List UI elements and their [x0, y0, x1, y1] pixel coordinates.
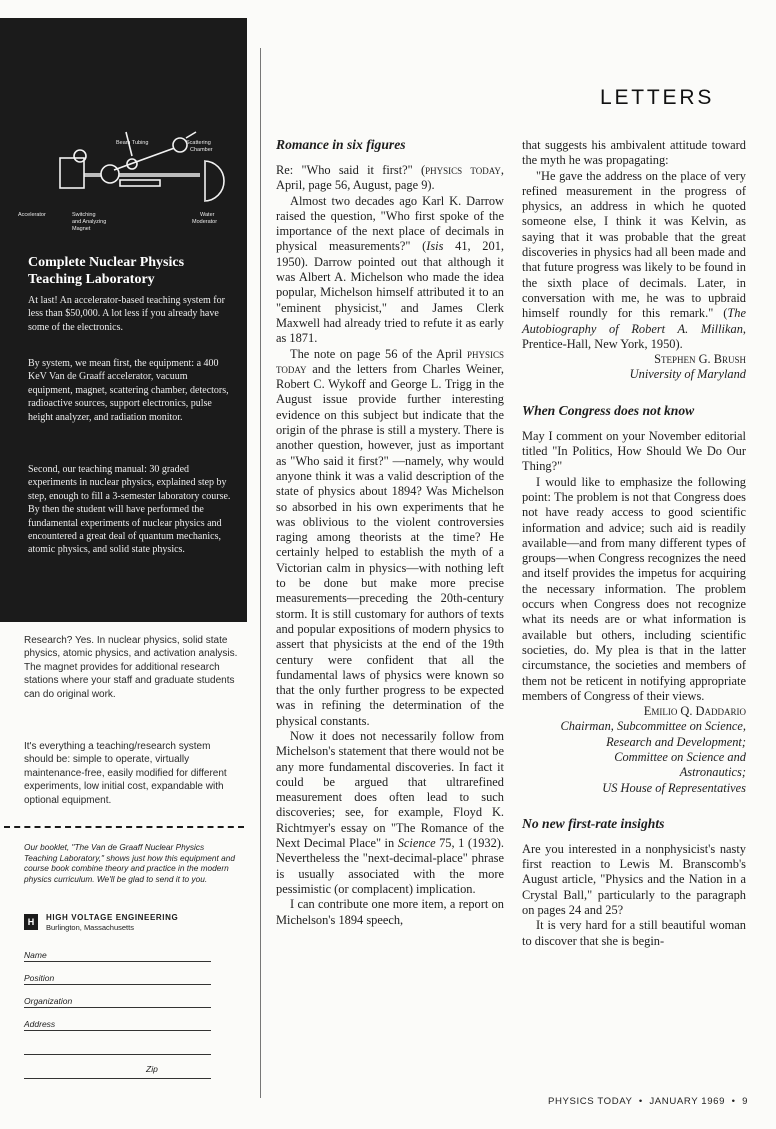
- label-and-analyzing: and Analyzing: [72, 219, 107, 225]
- coupon-organization-field[interactable]: [24, 993, 211, 1008]
- letter-3-paragraph-2: It is very hard for a still beautiful woman to discover that she is begin-: [522, 918, 746, 948]
- label-water: Water: [200, 212, 215, 218]
- letter-1-signature: Stephen G. Brush: [654, 352, 746, 367]
- label-magnet: Magnet: [72, 226, 91, 232]
- company-logo: H: [24, 914, 38, 930]
- ad-paragraph-intro: At last! An accelerator-based teaching system for less than $50,000. A lot less if you already have some of the electronics.: [28, 295, 225, 333]
- letter-1-paragraph-4: Now it does not necessarily follow from Michelson's statement that there would not be any more fundamental discoveries. In fact it could be argued that ultrarefined measurement does often lead to such discoveries; see, for example, Floyd K. Richtmyer's essay on "The Romance of the Next Decimal Place" in Science 75, 1 (1932). Nevertheless the "next-decimal-place" phrase is usually associated with the more pessimistic (or complacent) implication.: [276, 728, 504, 896]
- coupon-organization-label: Organization: [24, 996, 73, 1006]
- letter-2-paragraph-2: I would like to emphasize the following point: The problem is not that Congress does not have ready access to good scientific information and advice; such aid is readily available—and from many different types of groups—when Congress recognizes the need and itself provides the impetus for acquiring the necessary information. The problem occurs when Congress does not recognize what its needs are or what information is available but others, including scientific societies, do. My plea is that in the latter circumstance, the societies and members of them not be reticent in notifying appropriate members of Congress of their views.: [522, 474, 746, 703]
- letter-2-affiliation-2: Research and Development;: [606, 734, 746, 749]
- letter-2-title: When Congress does not know: [522, 402, 695, 418]
- coupon-name-field[interactable]: [24, 947, 211, 962]
- company-location: Burlington, Massachusetts: [46, 923, 134, 932]
- letter-2-signature: Emilio Q. Daddario: [643, 704, 746, 719]
- letter-2-affiliation-4: Astronautics;: [679, 765, 746, 780]
- letter-1-paragraph-5: I can contribute one more item, a report on Michelson's 1894 speech,: [276, 897, 504, 927]
- letter-3-paragraph-1: Are you interested in a nonphysicist's nasty first reaction to Lewis M. Branscomb's August article, "Physics and the Nation in a Crystal Ball," particularly to the paragraph on pages 24 and 25?: [522, 841, 746, 918]
- letter-1-quote: "He gave the address on the place of very refined measurement in the progress of physics, an address in which he quoted someone else, I think it was Kelvin, as saying that it was probable that the great discoveries in physics had all been made and that future progress was likely to be found in the sixth place of decimals. Later, in conversation with me, he was to upbraid himself roundly for this remark." (The Autobiography of Robert A. Millikan, Prentice-Hall, New York, 1950).: [522, 168, 746, 351]
- letter-1-paragraph-3: The note on page 56 of the April physics today and the letters from Charles Weiner, Robert C. Wykoff and George L. Trigg in the August issue provide further interesting evidence on this subject but indicate that the origin of the phrase is still a mystery. There is another question, however, just as important as "Who said it first?" —namely, why would anyone think it was a valid description of the state of physics about 1894? Was Michelson so absorbed in his own experiments that he was oblivious to the violent controversies raging among theorists at the time? He certainly helped to establish the myth of a Victorian calm in physics—with nothing left to be done but make more precise measurements—preceding the 20th-century storm. It is still customary for authors of texts and popular expositions of modern physics to assert that physicists at the end of the 19th century were confident that all the fundamental laws of physics were known so that the only further progress to be expected was in refining the determination of the physical constants.: [276, 346, 504, 728]
- coupon-address-line2[interactable]: [24, 1040, 211, 1055]
- coupon-cut-line: [4, 826, 244, 828]
- label-chamber: Chamber: [190, 147, 213, 153]
- label-accelerator: Accelerator: [18, 212, 46, 218]
- booklet-offer: Our booklet, "The Van de Graaff Nuclear Physics Teaching Laboratory," shows just how this equipment and course book combine theory and practice in the modern physics curriculum. We'll be glad to send it to you.: [24, 842, 235, 884]
- coupon-address-label: Address: [24, 1019, 56, 1029]
- letters-column-2: [522, 138, 746, 949]
- ad-paragraph-system: It's everything a teaching/research system should be: simple to operate, virtually maintenance-free, easily modified for different experiments, low initial cost, expandable with optional equipment.: [24, 741, 227, 806]
- ad-paragraph-equipment: By system, we mean first, the equipment: a 400 KeV Van de Graaff accelerator, vacuum equipment, magnet, scattering chamber, detectors, radioactive sources, support electronics, pulse height analyzer, and radiation monitor.: [28, 358, 229, 423]
- coupon-position-label: Position: [24, 973, 55, 983]
- coupon-zip-field[interactable]: [24, 1064, 211, 1079]
- label-switching: Switching: [72, 212, 96, 218]
- ad-headline: Complete Nuclear Physics Teaching Laboratory: [28, 255, 185, 287]
- letter-1-paragraph-2: Almost two decades ago Karl K. Darrow raised the question, "Who first spoke of the importance of the next place of decimals in physical measurements?" (Isis 41, 201, 1950). Darrow pointed out that although it was Albert A. Michelson who made the idea popular, Michelson himself attributed it to an "eminent physicist," and James Clerk Maxwell had already tried to refute it as early as 1871.: [276, 193, 504, 346]
- ad-paragraph-manual: Second, our teaching manual: 30 graded experiments in nuclear physics, explained step by step, enough to fill a 3-semester laboratory course. By then the student will have performed the fundamental experiments of nuclear physics and encountered a great deal of quantum mechanics, atomic physics, and solid state physics.: [28, 464, 231, 556]
- coupon-position-field[interactable]: [24, 970, 211, 985]
- letter-1-continuation: that suggests his ambivalent attitude toward the myth he was propagating:: [522, 138, 746, 168]
- label-moderator: Moderator: [192, 219, 218, 225]
- letter-2-paragraph-1: May I comment on your November editorial titled "In Politics, How Should We Do Our Thing?": [522, 428, 746, 474]
- letter-1-affiliation: University of Maryland: [629, 367, 746, 382]
- section-title: LETTERS: [600, 86, 715, 109]
- page-footer: PHYSICS TODAY • JANUARY 1969 • 9: [547, 1096, 748, 1107]
- letter-3-title: No new first-rate insights: [522, 815, 665, 831]
- coupon-name-label: Name: [24, 950, 47, 960]
- letter-1-paragraph-1: Re: "Who said it first?" (physics today, April, page 56, August, page 9).: [276, 163, 504, 193]
- ad-paragraph-research: Research? Yes. In nuclear physics, solid state physics, atomic physics, and activation analysis. The magnet provides for additional research stations where your staff and graduate students can do original work.: [24, 635, 238, 700]
- label-beam-tubing: Beam Tubing: [116, 140, 149, 146]
- coupon-address-field[interactable]: [24, 1016, 211, 1031]
- letter-1-title: Romance in six figures: [276, 137, 406, 152]
- letter-2-affiliation-3: Committee on Science and: [614, 749, 746, 764]
- letters-column-1: [276, 137, 504, 928]
- letter-2-affiliation-1: Chairman, Subcommittee on Science,: [560, 719, 746, 734]
- label-scattering: Scattering: [186, 140, 211, 146]
- company-name: HIGH VOLTAGE ENGINEERING: [46, 913, 179, 922]
- letter-2-affiliation-5: US House of Representatives: [602, 780, 746, 795]
- coupon-zip-label: Zip: [146, 1064, 158, 1074]
- column-divider: [260, 48, 261, 1098]
